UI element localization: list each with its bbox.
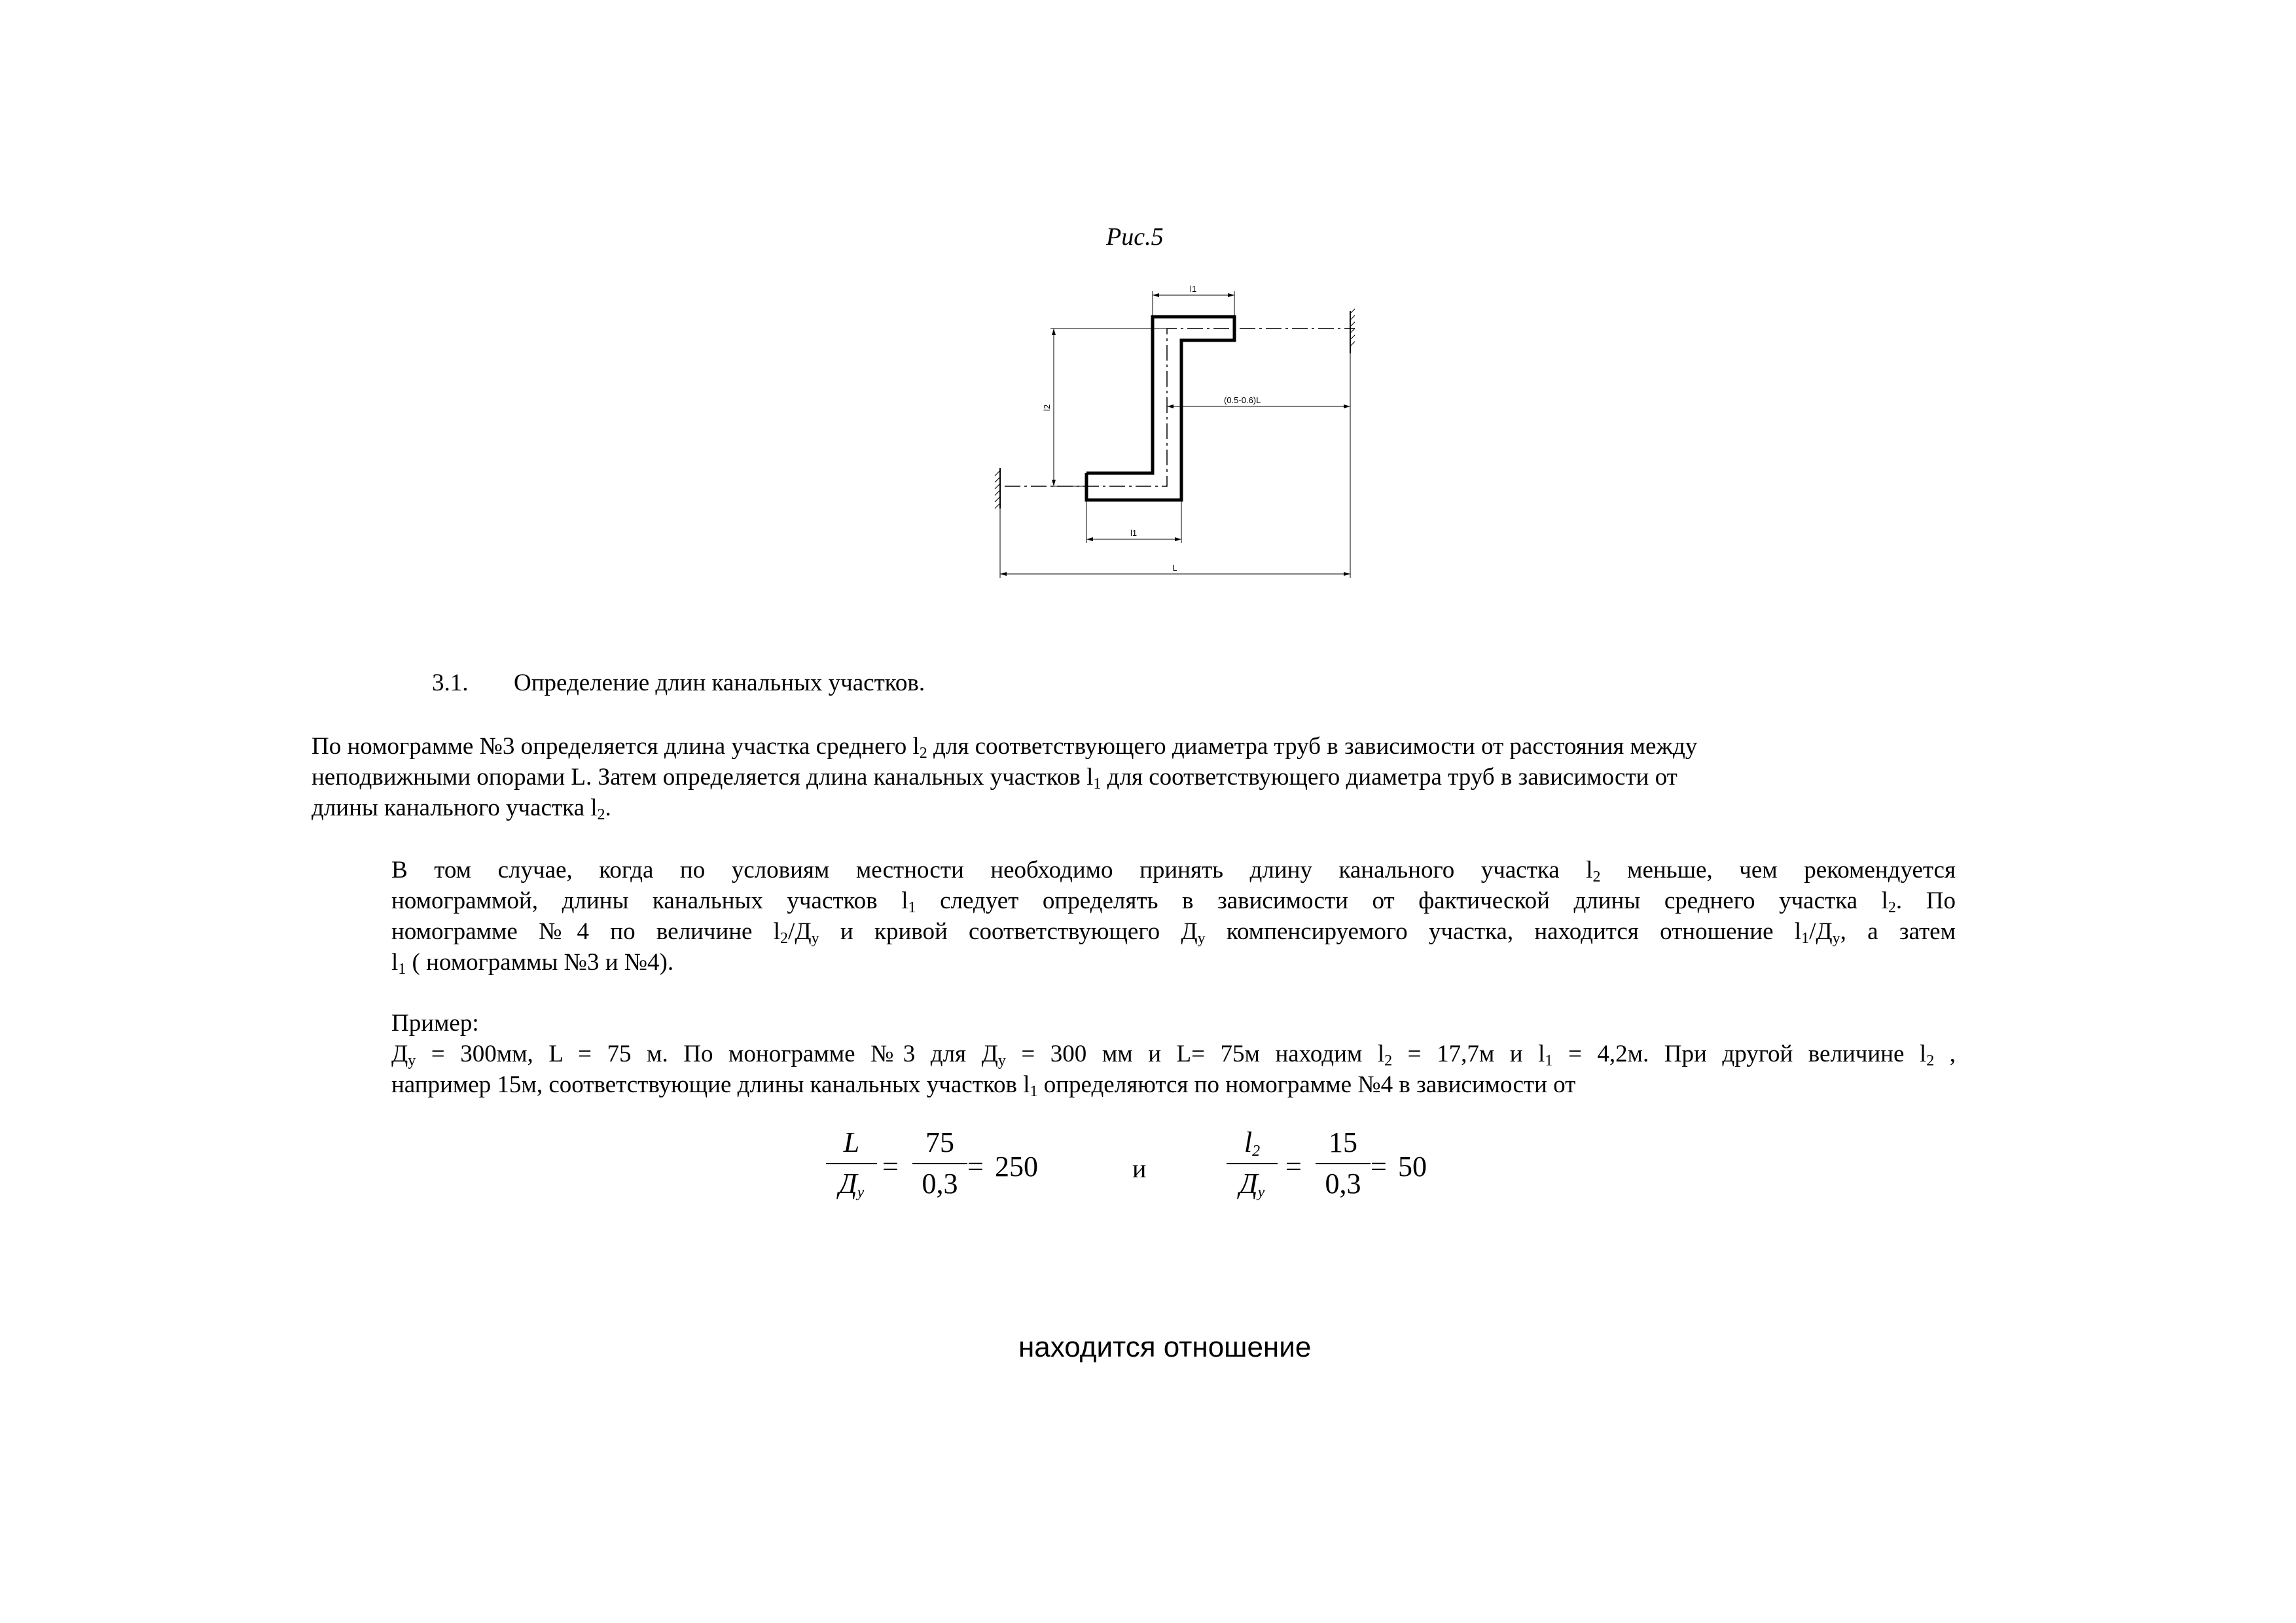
formula-2-fraction-a: $l_2$ $Д_у$ xyxy=(1227,1126,1278,1200)
formula-1-fraction-a: L $Д_у$ xyxy=(826,1126,877,1200)
figure-caption: Рис.5 xyxy=(1106,223,1164,251)
example-line: например 15м, соответствующие длины канальных участков $l_1$ определяются по номограмме №4 в зависимости от xyxy=(391,1071,1576,1100)
conclusion-text: находится отношение xyxy=(1018,1331,1312,1363)
dim-L: L xyxy=(1172,563,1177,573)
example-label: Пример: xyxy=(391,1010,479,1037)
pipe-compensator-drawing xyxy=(988,265,1355,605)
paragraph-1 xyxy=(312,731,1935,823)
example-line: $Д_у = 300мм$, L = 75 м. По монограмме №3 для $Д_у = 300$ мм и L= 75м находим $l_2 = 17,7м$ и $l_1 = 4,2м$. При другой величине $l_2$ , xyxy=(391,1041,1956,1069)
paragraph-1-line: По номограмме №3 определяется длина участка среднего $l_2$ для соответствующего диаметра труб в зависимости от расстояния между xyxy=(312,733,1698,762)
paragraph-2-line: В том случае, когда по условиям местности необходимо принять длину канального участка $l_2$ меньше, чем рекомендуется xyxy=(391,857,1956,885)
formula-1-equals: = xyxy=(967,1150,984,1183)
formula-2-equals: = xyxy=(1371,1150,1387,1183)
dim-l1-top: l1 xyxy=(1189,284,1197,294)
paragraph-2 xyxy=(391,855,1956,978)
formula-1-fraction-b: 75 0,3 xyxy=(912,1126,967,1200)
formula-2-equals: = xyxy=(1285,1150,1302,1183)
paragraph-2-line: номограмме №4 по величине $l_2/Д_у$ и кривой соответствующего $Д_у$ компенсируемого участка, находится отношение $l_1/Д_у$, а затем xyxy=(391,918,1956,947)
formula-2-fraction-b: 15 0,3 xyxy=(1316,1126,1371,1200)
paragraph-2-line: $l_1$ ( номограммы №3 и №4). xyxy=(391,949,674,978)
dim-offset: (0.5-0.6)L xyxy=(1224,395,1261,405)
dim-l2: l2 xyxy=(1042,404,1052,412)
paragraph-1-line: неподвижными опорами L. Затем определяется длина канальных участков $l_1$ для соответствующего диаметра труб в зависимости от xyxy=(312,764,1677,793)
section-title: Определение длин канальных участков. xyxy=(514,669,925,696)
formula-2-result: 50 xyxy=(1398,1150,1427,1183)
paragraph-2-line: номограммой, длины канальных участков $l_1$ следует определять в зависимости от фактической длины среднего участка $l_2$. По xyxy=(391,887,1956,916)
paragraph-1-line: длины канального участка $l_2$. xyxy=(312,794,611,823)
pipe-outline xyxy=(1086,317,1234,500)
section-number: 3.1. xyxy=(432,669,469,696)
formula-connector: и xyxy=(1132,1154,1147,1183)
formula-1-result: 250 xyxy=(995,1150,1038,1183)
example-block xyxy=(391,1008,1956,1100)
dim-l1-bottom: l1 xyxy=(1130,528,1138,538)
section-heading xyxy=(432,669,925,697)
formula-1-equals: = xyxy=(882,1150,899,1183)
